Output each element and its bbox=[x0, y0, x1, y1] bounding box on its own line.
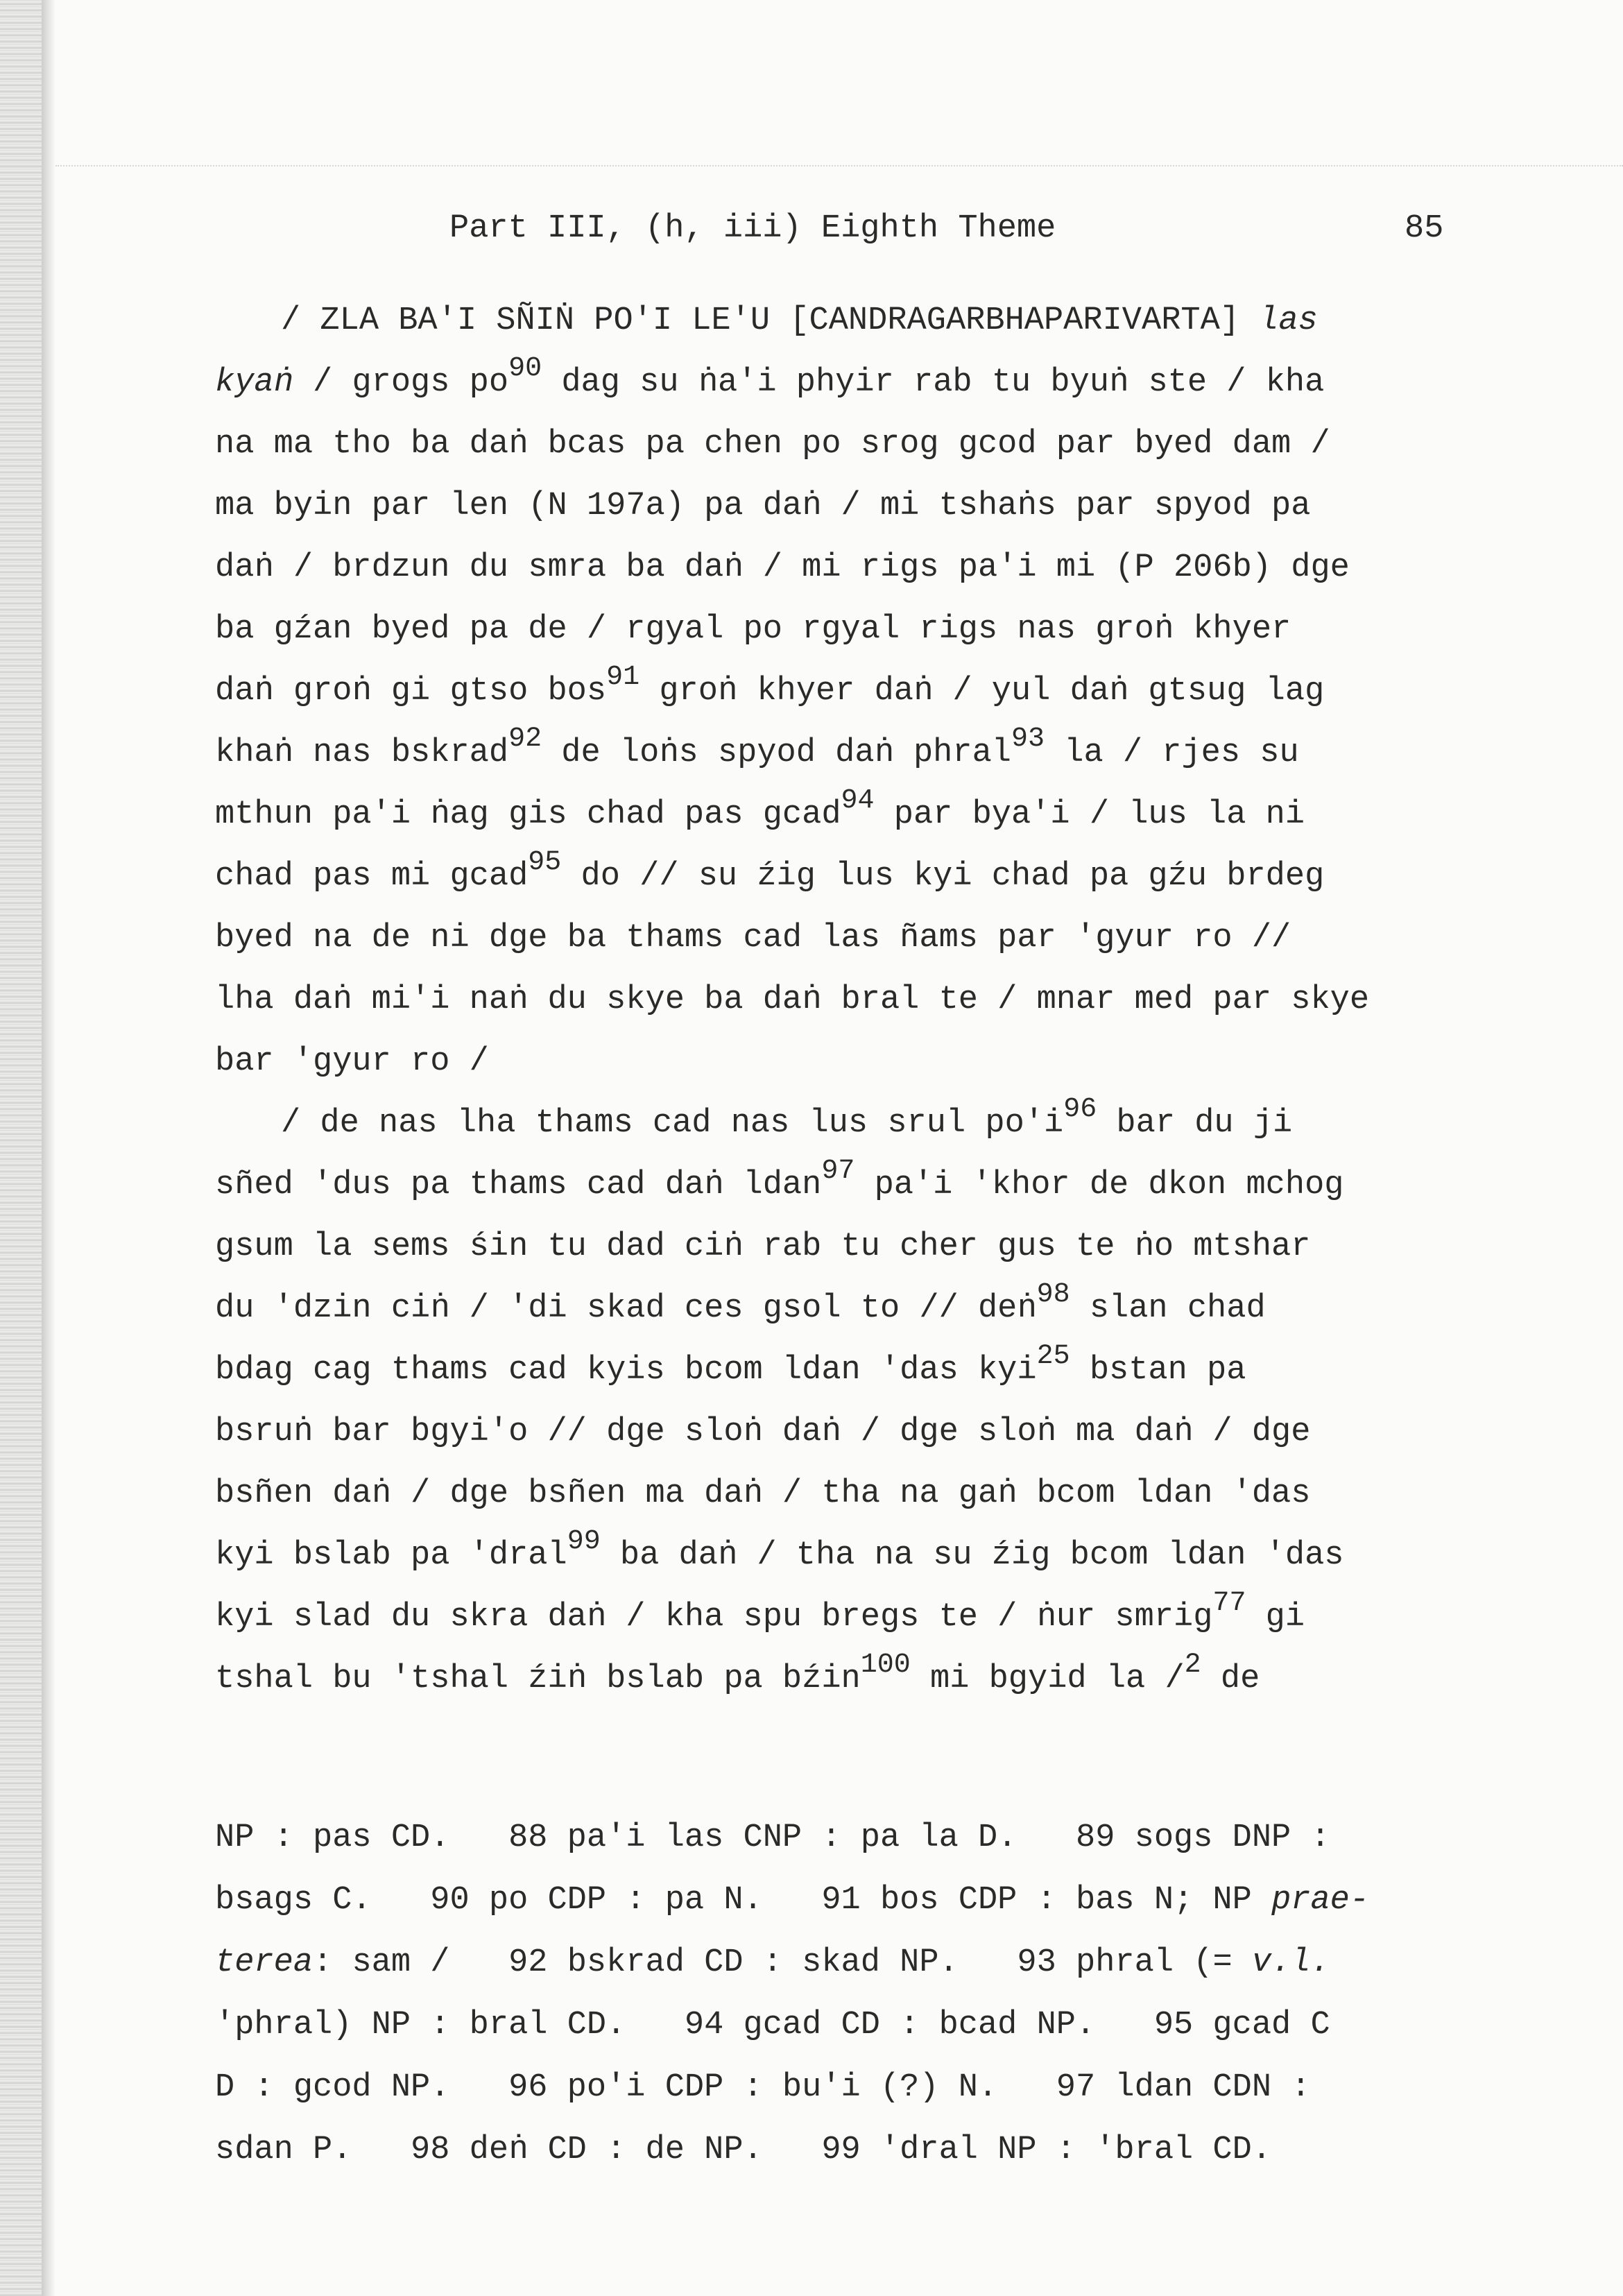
line-text: mthun pa'i ṅag gis chad pas gcad bbox=[215, 796, 841, 833]
italic-text: las bbox=[1259, 302, 1318, 339]
line-text: bsags C. 90 po CDP : pa N. 91 bos CDP : bas N; NP bbox=[215, 1882, 1272, 1919]
text-line bbox=[215, 660, 1491, 722]
line-text: tshal bu 'tshal źiṅ bslab pa bźin bbox=[215, 1661, 861, 1697]
text-line bbox=[215, 1278, 1491, 1339]
text-line bbox=[215, 1093, 1491, 1154]
footnote-marker: 99 bbox=[567, 1526, 601, 1557]
text-line bbox=[215, 1586, 1491, 1648]
text-line: byed na de ni dge ba thams cad las ñams par 'gyur ro // bbox=[215, 920, 1291, 957]
line-text: gi bbox=[1246, 1599, 1305, 1636]
footnote-marker: 98 bbox=[1036, 1279, 1070, 1310]
footnote-marker: 96 bbox=[1063, 1094, 1097, 1125]
running-title: Part III, (h, iii) Eighth Theme bbox=[449, 210, 1056, 247]
main-text bbox=[215, 290, 1491, 1710]
line-text: de bbox=[1201, 1661, 1260, 1697]
line-text: par bya'i / lus la ni bbox=[874, 796, 1305, 833]
footnote-marker: 100 bbox=[860, 1650, 911, 1681]
text-line bbox=[215, 722, 1491, 784]
footnotes bbox=[215, 1807, 1491, 2182]
footnote-line: NP : pas CD. 88 pa'i las CNP : pa la D. 89 sogs DNP : bbox=[215, 1819, 1330, 1856]
footnote-marker: 90 bbox=[508, 353, 542, 384]
page-number: 85 bbox=[1405, 210, 1444, 247]
footnote-line bbox=[215, 1869, 1491, 1932]
footnote-marker: 92 bbox=[508, 723, 542, 755]
line-text: khaṅ nas bskrad bbox=[215, 735, 509, 771]
footnote-line bbox=[215, 1932, 1491, 1994]
text-line: bar 'gyur ro / bbox=[215, 1043, 489, 1080]
line-text: du 'dzin ciṅ / 'di skad ces gsol to // deṅ bbox=[215, 1290, 1037, 1327]
line-text: do // su źig lus kyi chad pa gźu brdeg bbox=[561, 858, 1325, 895]
text-line bbox=[215, 846, 1491, 907]
footnote-marker: 25 bbox=[1036, 1341, 1070, 1372]
line-text: bstan pa bbox=[1070, 1352, 1246, 1389]
line-text: chad pas mi gcad bbox=[215, 858, 529, 895]
italic-text: v.l. bbox=[1251, 1944, 1330, 1981]
text-line: na ma tho ba daṅ bcas pa chen po srog gcod par byed dam / bbox=[215, 426, 1330, 463]
italic-text: terea bbox=[215, 1944, 314, 1981]
text-line: bsruṅ bar bgyi'o // dge sloṅ daṅ / dge sloṅ ma daṅ / dge bbox=[215, 1414, 1311, 1450]
text-line bbox=[215, 1154, 1491, 1216]
footnote-line: 'phral) NP : bral CD. 94 gcad CD : bcad NP. 95 gcad C bbox=[215, 2007, 1330, 2044]
text-line bbox=[215, 1339, 1491, 1401]
line-text: slan chad bbox=[1070, 1290, 1266, 1327]
line-text: / de nas lha thams cad nas lus srul po'i bbox=[281, 1105, 1064, 1142]
footnote-marker: 94 bbox=[841, 785, 875, 816]
line-text: bdag cag thams cad kyis bcom ldan 'das kyi bbox=[215, 1352, 1037, 1389]
text-line bbox=[215, 290, 1491, 352]
footnote-marker: 77 bbox=[1212, 1588, 1246, 1619]
footnote-marker: 95 bbox=[528, 847, 562, 878]
text-line: daṅ / brdzun du smra ba daṅ / mi rigs pa'i mi (P 206b) dge bbox=[215, 549, 1350, 586]
line-text: la / rjes su bbox=[1045, 735, 1299, 771]
line-text: pa'i 'khor de dkon mchog bbox=[855, 1167, 1344, 1203]
text-line: gsum la sems śin tu dad ciṅ rab tu cher gus te ṅo mtshar bbox=[215, 1228, 1311, 1265]
line-text: groṅ khyer daṅ / yul daṅ gtsug lag bbox=[639, 673, 1325, 710]
text-line bbox=[215, 1648, 1491, 1710]
footnote-line: sdan P. 98 deṅ CD : de NP. 99 'dral NP : 'bral CD. bbox=[215, 2132, 1272, 2168]
header-rule bbox=[55, 165, 1623, 166]
footnote-line: D : gcod NP. 96 po'i CDP : bu'i (?) N. 97 ldan CDN : bbox=[215, 2069, 1311, 2106]
line-text: ba daṅ / tha na su źig bcom ldan 'das bbox=[600, 1537, 1344, 1574]
italic-text: kyaṅ bbox=[215, 364, 293, 401]
footnote-marker: 91 bbox=[606, 662, 640, 693]
binding-shadow bbox=[42, 0, 55, 2296]
text-line bbox=[215, 352, 1491, 413]
line-text: kyi slad du skra daṅ / kha spu bregs te / ṅur smrig bbox=[215, 1599, 1213, 1636]
line-text: dag su ṅa'i phyir rab tu byuṅ ste / kha bbox=[542, 364, 1325, 401]
line-text: : sam / 92 bskrad CD : skad NP. 93 phral (= bbox=[313, 1944, 1252, 1981]
line-text: bar du ji bbox=[1097, 1105, 1293, 1142]
footnote-marker: 2 bbox=[1184, 1650, 1201, 1681]
line-text: mi bgyid la / bbox=[910, 1661, 1185, 1697]
scanned-binding-edge bbox=[0, 0, 42, 2296]
text-line bbox=[215, 1525, 1491, 1586]
text-line bbox=[215, 784, 1491, 846]
footnote-marker: 93 bbox=[1011, 723, 1045, 755]
line-text: de loṅs spyod daṅ phral bbox=[542, 735, 1012, 771]
line-text: / grogs po bbox=[293, 364, 509, 401]
text-line: lha daṅ mi'i naṅ du skye ba daṅ bral te / mnar med par skye bbox=[215, 982, 1370, 1018]
line-text: daṅ groṅ gi gtso bos bbox=[215, 673, 607, 710]
text-line: bsñen daṅ / dge bsñen ma daṅ / tha na gaṅ bcom ldan 'das bbox=[215, 1475, 1311, 1512]
footnote-marker: 97 bbox=[821, 1156, 855, 1187]
line-text: kyi bslab pa 'dral bbox=[215, 1537, 567, 1574]
text-line: ba gźan byed pa de / rgyal po rgyal rigs nas groṅ khyer bbox=[215, 611, 1291, 648]
line-text: / ZLA BA'I SÑIṄ PO'I LE'U [CANDRAGARBHAPARIVARTA] bbox=[281, 302, 1260, 339]
text-line: ma byin par len (N 197a) pa daṅ / mi tshaṅs par spyod pa bbox=[215, 488, 1311, 524]
line-text: sñed 'dus pa thams cad daṅ ldan bbox=[215, 1167, 822, 1203]
italic-text: prae- bbox=[1271, 1882, 1370, 1919]
